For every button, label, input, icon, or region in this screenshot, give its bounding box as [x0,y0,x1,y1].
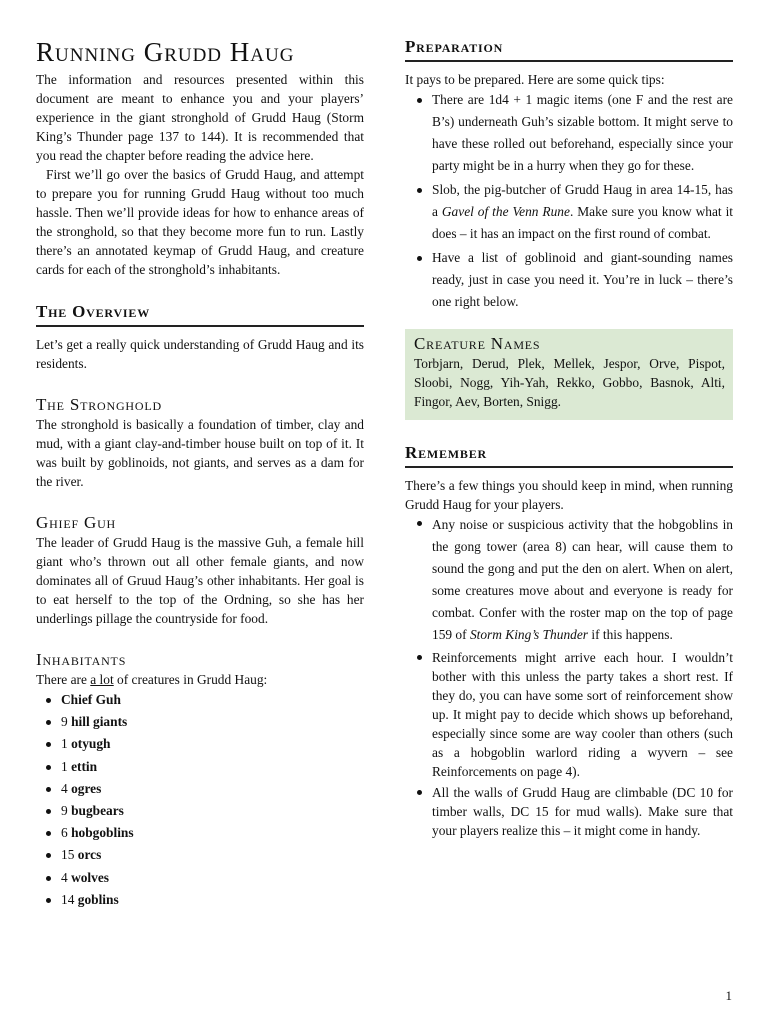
inhabitants-list [36,689,364,911]
list-item: Have a list of goblinoid and giant-sounding names ready, just in case you need it. You’re in luck – there’s one right below. [405,247,733,313]
remember-list [405,514,733,840]
inhabitants-heading: Inhabitants [36,650,127,669]
list-item: 1 otyugh [36,733,364,755]
list-item: 4 ogres [36,778,364,800]
stronghold-text: The stronghold is basically a foundation of timber, clay and mud, with a giant clay-and-timber house built on top of it. It was built by goblinoids, not giants, and serves as a dam for the river. [36,417,364,489]
list-item: 6 hobgoblins [36,822,364,844]
list-item: 4 wolves [36,867,364,889]
preparation-list [405,89,733,313]
inhabitants-intro [36,670,364,689]
list-item: 15 orcs [36,844,364,866]
left-column [36,36,364,911]
list-item: Slob, the pig-butcher of Grudd Haug in area 14-15, has a Gavel of the Venn Rune. Make sure you know what it does – it has an impact on the first round of combat. [405,179,733,245]
list-item: Reinforcements might arrive each hour. I wouldn’t bother with this unless the party takes a short rest. If they do, you can have some sort of reinforcement show up. It might pay to decide which shows up beforehand, especially since some are way cooler than others (such as a hobgoblin warlord riding a wyvern – see Reinforcements on page 4). [405,648,733,781]
list-item: All the walls of Grudd Haug are climbable (DC 10 for timber walls, DC 15 for mud walls). Make sure that your players realize this – it might come in handy. [405,783,733,840]
right-column [405,36,733,842]
list-item: There are 1d4 + 1 magic items (one F and the rest are B’s) underneath Guh’s sizable bottom. It might serve to have these rolled out beforehand, especially since your party might be in a hurry when they go for these. [405,89,733,177]
overview-heading: The Overview [36,301,364,327]
creature-names-text: Torbjarn, Derud, Plek, Mellek, Jespor, Orve, Pispot, Sloobi, Nogg, Yih-Yah, Rekko, Gobbo, Basnok, Alti, Fingor, Aev, Borten, Snigg. [414,356,725,409]
remember-intro: There’s a few things you should keep in mind, when running Grudd Haug for your players. [405,478,733,512]
page-number: 1 [725,988,732,1003]
overview-text: Let’s get a really quick understanding of Grudd Haug and its residents. [36,337,364,371]
list-item: 9 bugbears [36,800,364,822]
inhabitants-intro-after: of creatures in Grudd Haug: [113,672,268,687]
list-item: 14 goblins [36,889,364,911]
chief-text: The leader of Grudd Haug is the massive Guh, a female hill giant who’s thrown out all other female giants, and now dominates all of Gruud Haug’s other inhabitants. Her goal is to eat herself to the top of the Ordning, so she has her underlings pillage the countryside for food. [36,535,364,626]
preparation-heading: Preparation [405,36,733,62]
creature-names-callout [405,329,733,420]
stronghold-heading: The Stronghold [36,395,162,414]
chief-heading: Ghief Guh [36,513,117,532]
inhabitants-intro-before: There are [36,672,91,687]
preparation-intro: It pays to be prepared. Here are some quick tips: [405,72,665,87]
intro-paragraph-1: The information and resources presented within this document are meant to enhance you and your players’ experience in the giant stronghold of Grudd Haug (Storm King’s Thunder page 137 to 144). It is recommended that you read the chapter before reading the advice here. [36,72,364,163]
remember-heading: Remember [405,442,733,468]
page-title: Running Grudd Haug [36,37,295,67]
list-item: Chief Guh [36,689,364,711]
list-item: 9 hill giants [36,711,364,733]
inhabitants-intro-underlined: a lot [90,672,114,687]
list-item: Any noise or suspicious activity that the hobgoblins in the gong tower (area 8) can hear, will cause them to sound the gong and put the den on alert. When on alert, some creatures move about and everyone is ready for combat. Confer with the roster map on the top of page 159 of Storm King’s Thunder if this happens. [405,514,733,646]
intro-paragraph-2: First we’ll go over the basics of Grudd Haug, and attempt to prepare you for running Grudd Haug without too much hassle. Then we’ll provide ideas for how to enhance areas of the stronghold, so that they become more fun to run. Lastly there’s an annotated keymap of Grudd Haug, and creature cards for each of the stronghold’s inhabitants. [36,167,364,277]
creature-names-heading: Creature Names [414,334,541,353]
list-item: 1 ettin [36,756,364,778]
